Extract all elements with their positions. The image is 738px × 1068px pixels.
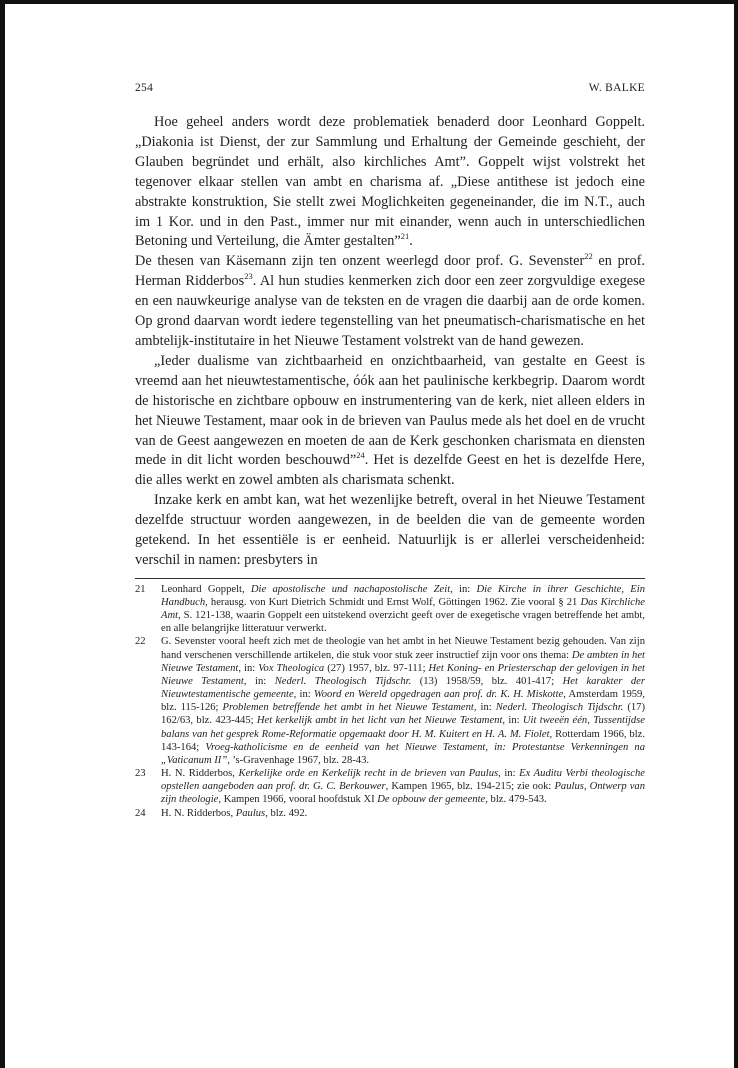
scan-border-top xyxy=(0,0,738,4)
footnote-segment: H. N. Ridderbos, xyxy=(161,768,239,780)
footnote-text xyxy=(161,807,645,820)
footnote-segment: , in: xyxy=(498,768,520,780)
footnote-title: De opbouw der gemeente xyxy=(377,794,486,806)
footnote-ref-22[interactable]: 22 xyxy=(584,251,593,262)
footnote-23 xyxy=(135,767,645,806)
footnote-text xyxy=(161,635,645,767)
footnote-title: Het kerkelijk ambt in het licht van het Nieuwe Testament xyxy=(256,715,503,727)
footnote-segment: , in: xyxy=(450,583,477,595)
footnote-title: Kerkelijke orde en Kerkelijk recht in de brieven van Paulus xyxy=(238,768,499,780)
footnote-22 xyxy=(135,635,645,767)
footnote-text xyxy=(161,767,645,806)
footnote-title: Paulus, Ontwerp van zijn theologie xyxy=(161,781,646,806)
footnote-segment: , in: xyxy=(243,675,275,687)
paragraph-4: Inzake kerk en ambt kan, wat het wezenlijke betreft, overal in het Nieuwe Testament dezelfde structuur worden aangewezen, in de beelden die van de gemeente worden getekend. In het essentiële is er eenheid. Natuurlijk is er allerlei verscheidenheid: verschil in namen: presbyters in xyxy=(135,492,645,568)
footnote-21 xyxy=(135,583,645,636)
footnote-title: Nederl. Theologisch Tijdschr. xyxy=(495,702,624,714)
footnote-number: 22 xyxy=(135,636,146,648)
footnote-segment: , Kampen 1965, blz. 194-215; zie ook: xyxy=(385,781,555,793)
footnote-segment: , blz. 492. xyxy=(265,807,308,819)
page-header xyxy=(135,82,645,94)
footnote-segment: , in: xyxy=(293,689,314,701)
paragraph-3 xyxy=(135,352,645,491)
footnote-ref-23[interactable]: 23 xyxy=(244,271,253,282)
footnotes xyxy=(135,583,645,820)
footnote-divider xyxy=(135,578,645,579)
footnote-title: Das Kirchliche Amt xyxy=(161,597,645,622)
paragraph-3-text-a: „Ieder dualisme van zichtbaarheid en onzichtbaarheid, van gestalte en Geest is vreemd aan het nieuwtestamentische, óók aan het paulinische kerkbegrip. Daarom wordt de historische en zichtbare opbouw en instrumentering van de kerk, niet alleen elders in het Nieuwe Testament, maar ook in de brieven van Paulus mede als het doel en de vrucht van de Geest aangewezen en moeten de aan de Kerk geschonken charismata en diensten mede in dit licht worden beschouwd” xyxy=(135,352,645,469)
footnote-title: Nederl. Theologisch Tijdschr. xyxy=(274,675,412,687)
footnote-segment: (13) 1958/59, blz. 401-417; xyxy=(411,675,563,687)
footnote-title: Woord en Wereld opgedragen aan prof. dr. K. H. Miskotte xyxy=(313,689,564,701)
footnote-segment: , ’s-Gravenhage 1967, blz. 28-43. xyxy=(227,754,370,766)
footnote-title: Het Koning- en Priesterschap der gelovigen in het Nieuwe Testament xyxy=(161,662,645,687)
paragraph-1-end: . xyxy=(409,233,413,250)
footnote-segment: , Rotterdam 1966, blz. 143-164; xyxy=(161,728,645,753)
running-head: W. BALKE xyxy=(588,82,645,94)
footnote-segment: G. Sevenster vooral heeft zich met de theologie van het ambt in het Nieuwe Testament bezig gehouden. Van zijn hand verschenen verschillende artikelen, die stuk voor stuk zeer instructief zijn voor ons thema: xyxy=(161,636,645,661)
page-number: 254 xyxy=(135,82,154,94)
footnote-title: De ambten in het Nieuwe Testament xyxy=(161,649,645,674)
paragraph-2-text-a: De thesen van Käsemann zijn ten onzent weerlegd door prof. G. Sevenster xyxy=(135,253,585,270)
footnote-segment: (27) 1957, blz. 97-111; xyxy=(324,662,429,674)
footnote-title: Het karakter der Nieuwtestamentische gemeente xyxy=(161,675,645,701)
page xyxy=(135,82,645,820)
footnote-title: Problemen betreffende het ambt in het Nieuwe Testament xyxy=(222,702,474,714)
footnote-number: 21 xyxy=(135,583,146,595)
footnote-segment: Leonhard Goppelt, xyxy=(161,583,251,595)
footnote-title: Die Kirche in ihrer Geschichte, Ein Handbuch xyxy=(161,583,645,608)
footnote-segment: , in: xyxy=(238,662,259,674)
footnote-title: Die apostolische und nachapostolische Zeit xyxy=(250,583,451,595)
footnote-segment: , in: xyxy=(502,715,523,727)
footnote-ref-24[interactable]: 24 xyxy=(356,450,365,461)
paragraph-3-text-b: . Het is dezelfde Geest en het is dezelfde Here, die alles werkt en zowel ambten als charismata schenkt. xyxy=(135,452,645,489)
footnote-title: Paulus xyxy=(235,807,266,819)
footnote-segment: , S. 121-138, waarin Goppelt een uitstekend overzicht geeft over de exegetische vragen betreffende het ambt, en alle belangrijke litteratuur verwerkt. xyxy=(161,610,645,635)
body-text xyxy=(135,113,645,571)
footnote-title: Uit tweeën één, Tussentijdse balans van het gesprek Rome-Reformatie opgemaakt door H. M. Kuitert en H. A. M. Fiolet xyxy=(161,715,645,740)
footnote-number: 23 xyxy=(135,768,146,780)
footnote-segment: , in: xyxy=(473,702,496,714)
paragraph-1 xyxy=(135,113,645,252)
footnote-text xyxy=(161,583,645,636)
footnote-segment: , herausg. von Kurt Dietrich Schmidt und Ernst Wolf, Göttingen 1962. Zie vooral § 21 xyxy=(205,597,581,608)
footnote-segment: , blz. 479-543. xyxy=(485,794,547,806)
paragraph-1-text: Hoe geheel anders wordt deze problematiek benaderd door Leonhard Goppelt. „Diakonia ist Dienst, der zur Sammlung und Erhaltung der Gemeinde geschieht, der Glauben begründet und erhält, also kirchliches Amt”. Goppelt wijst volstrekt het tegenover elkaar stellen van ambt en charisma af. „Diese antithese ist jedoch eine abstrakte konstruktion, Sie stellt zwei Moglichkeiten gegeneinander, die im N.T., auch im 1 Kor. und in den Past., immer nur mit einander, wenn auch in unterschiedlichen Betoning und Verteilung, die Ämter gestalten” xyxy=(135,114,645,250)
footnote-segment: H. N. Ridderbos, xyxy=(161,807,236,819)
footnote-number: 24 xyxy=(135,807,146,819)
paragraph-2-text-c: . Al hun studies kenmerken zich door een zeer zorgvuldige exegese en een nauwkeurige analyse van de teksten en de vragen die daarbij aan de orde komen. Op grond daarvan wordt iedere tegenstelling van het pneumatisch-charismatische en het ambtelijk-institutaire in het Nieuwe Testament volstrekt van de hand gewezen. xyxy=(135,273,645,349)
paragraph-2-text-b: en prof. Herman Ridderbos xyxy=(135,253,645,290)
footnote-segment: , Amsterdam 1959, blz. 115-126; xyxy=(161,689,646,714)
footnote-segment: , Kampen 1966, vooral hoofdstuk XI xyxy=(218,794,378,806)
paragraph-2 xyxy=(135,252,645,352)
footnote-title: Ex Auditu Verbi theologische opstellen aangeboden aan prof. dr. G. C. Berkouwer xyxy=(161,768,645,793)
footnote-title: Vroeg-katholicisme en de eenheid van het Nieuwe Testament, in: Protestantse Verkenningen na „Vaticanum II” xyxy=(161,741,645,766)
footnote-segment: (17) 162/63, blz. 423-445; xyxy=(161,702,645,727)
footnote-24 xyxy=(135,807,645,820)
scan-border-left xyxy=(0,0,5,1068)
scan-border-right xyxy=(734,0,738,1068)
footnote-title: Vox Theologica xyxy=(258,662,325,674)
footnote-ref-21[interactable]: 21 xyxy=(400,231,410,242)
